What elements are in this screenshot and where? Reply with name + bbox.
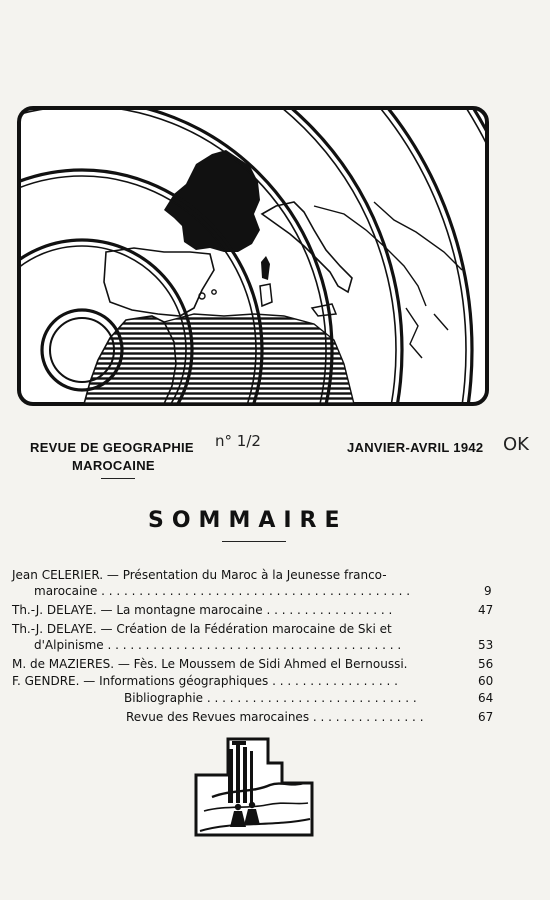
sommaire-title: SOMMAIRE <box>148 508 348 533</box>
toc-entry-7-line1: Revue des Revues marocaines . . . . . . . . . . . . . . . <box>126 710 424 724</box>
toc-entry-4-page: 56 <box>478 657 494 671</box>
map-banner-illustration <box>14 102 494 422</box>
sommaire-title-rule <box>222 541 286 542</box>
toc-entry-2-page: 47 <box>478 603 494 617</box>
toc-entry-6-line1: Bibliographie . . . . . . . . . . . . . . . . . . . . . . . . . . . . <box>124 691 417 705</box>
tower-pilgrims-emblem <box>192 735 316 839</box>
toc-entry-2-line1: Th.-J. DELAYE. — La montagne marocaine . . . . . . . . . . . . . . . . . <box>12 603 393 617</box>
toc-entry-4-line1: M. de MAZIERES. — Fès. Le Moussem de Sidi Ahmed el Bernoussi. <box>12 657 408 671</box>
toc-entry-5-line1: F. GENDRE. — Informations géographiques . . . . . . . . . . . . . . . . . <box>12 674 398 688</box>
toc-entry-1-line1: Jean CELERIER. — Présentation du Maroc à la Jeunesse franco- <box>12 568 387 582</box>
toc-entry-1-line2: marocaine . . . . . . . . . . . . . . . . . . . . . . . . . . . . . . . . . . . . . . . . . <box>34 584 411 598</box>
journal-title-rule <box>101 478 135 479</box>
journal-title-line2: MAROCAINE <box>72 458 155 473</box>
handwritten-number-annotation: n° 1/2 <box>215 432 261 450</box>
toc-entry-3-line2: d'Alpinisme . . . . . . . . . . . . . . . . . . . . . . . . . . . . . . . . . . . . . . . <box>34 638 402 652</box>
toc-entry-3-page: 53 <box>478 638 494 652</box>
toc-entry-7-page: 67 <box>478 710 494 724</box>
toc-entry-1-page: 9 <box>484 584 492 598</box>
toc-entry-3-line1: Th.-J. DELAYE. — Création de la Fédération marocaine de Ski et <box>12 622 392 636</box>
issue-date: JANVIER-AVRIL 1942 <box>347 440 484 455</box>
handwritten-ok-annotation: OK <box>503 434 529 455</box>
journal-title-line1: REVUE DE GEOGRAPHIE <box>30 440 194 455</box>
toc-entry-5-page: 60 <box>478 674 494 688</box>
toc-entry-6-page: 64 <box>478 691 494 705</box>
